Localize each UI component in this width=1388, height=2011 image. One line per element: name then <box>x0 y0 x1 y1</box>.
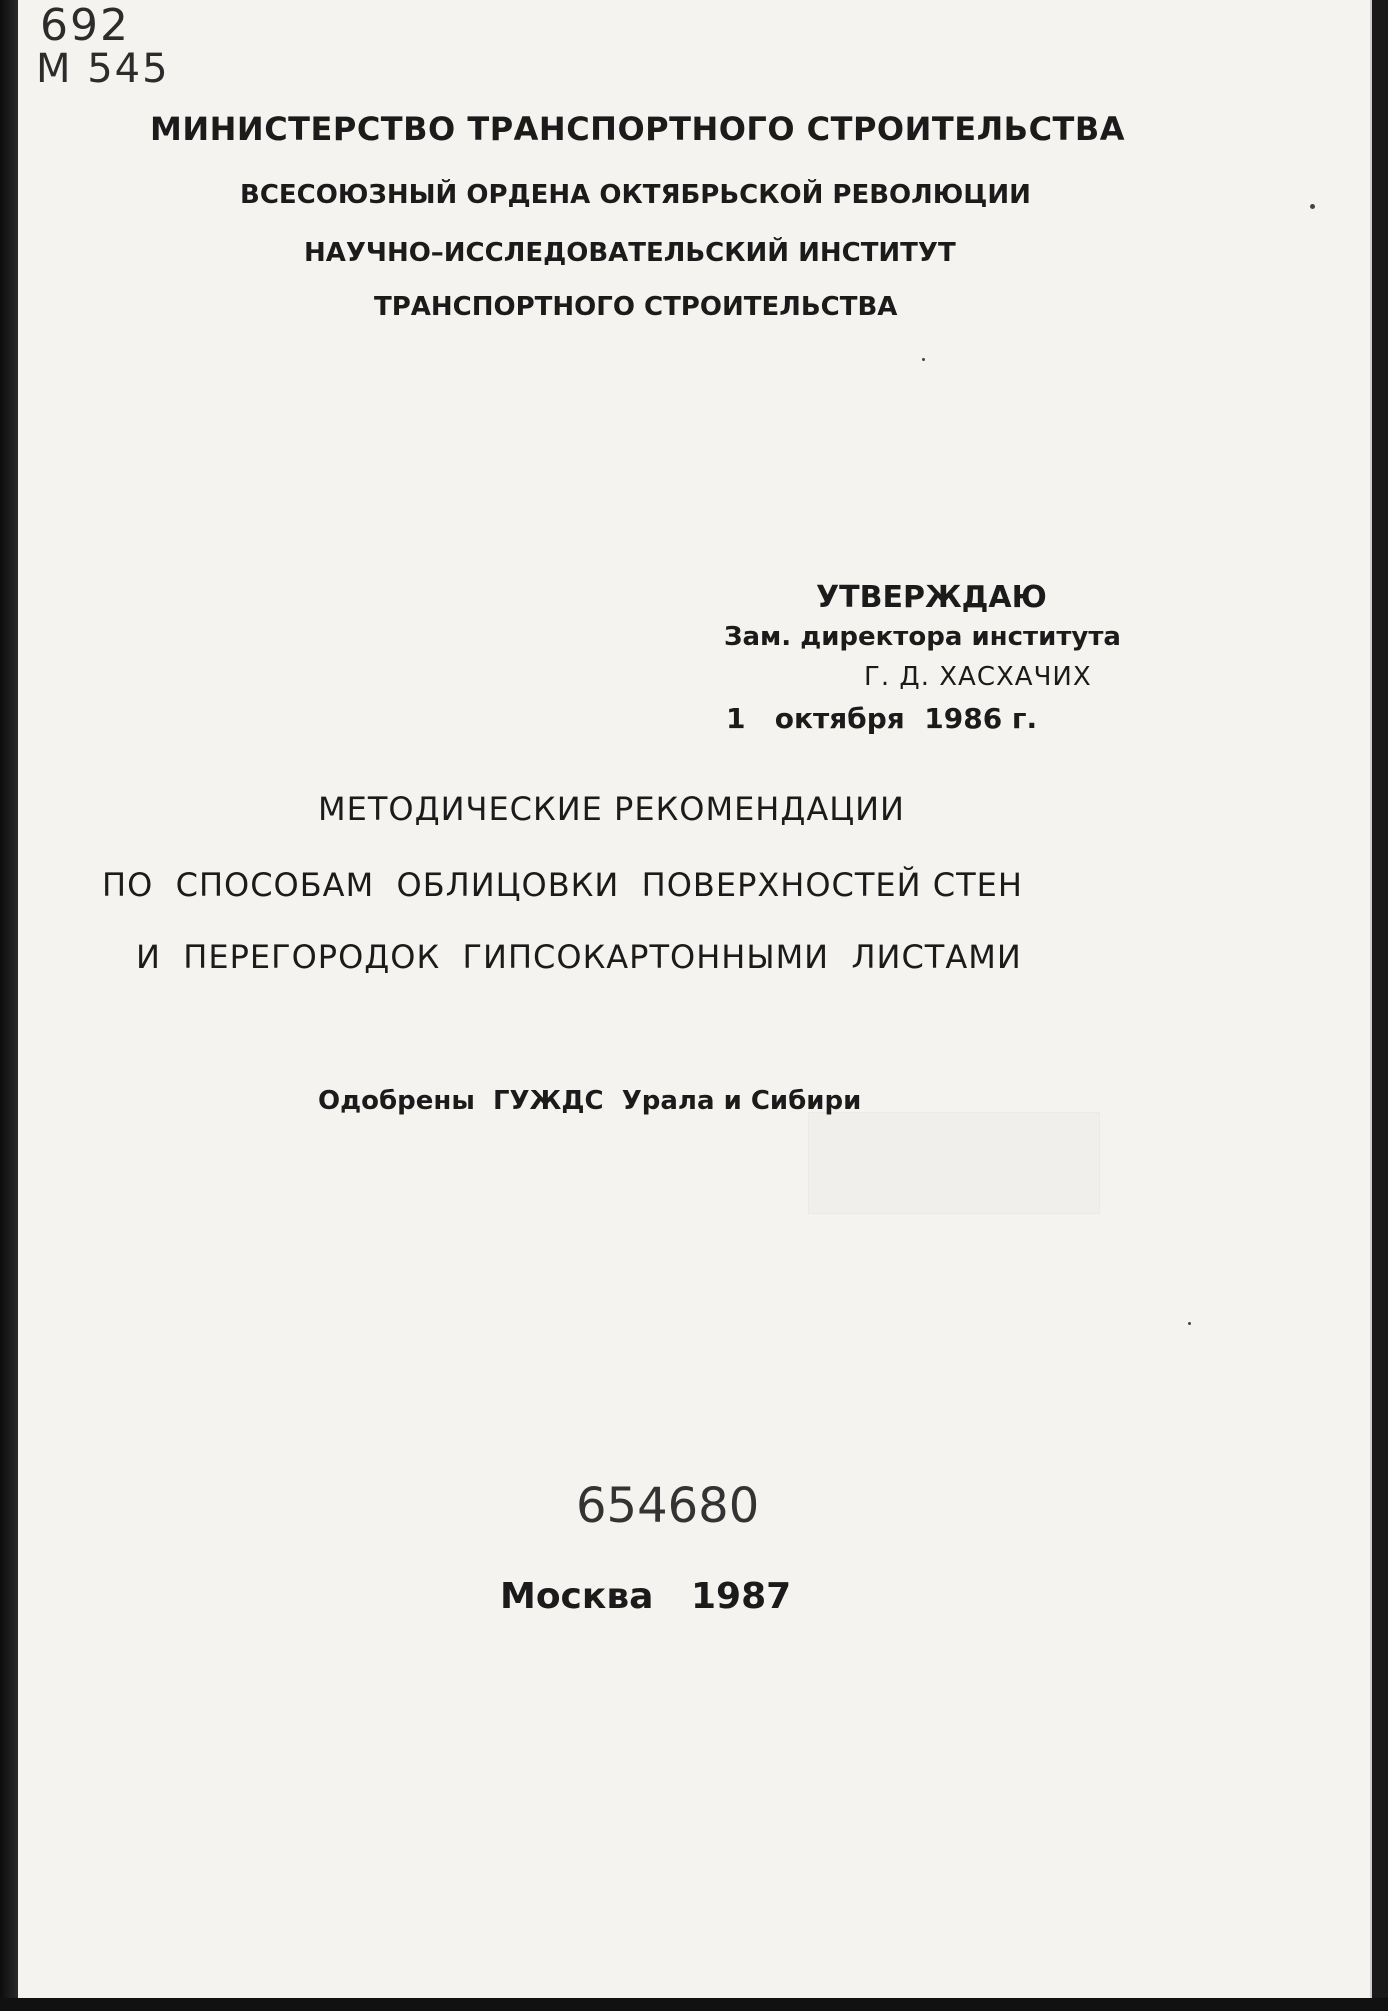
catalog-mark-line2: М 545 <box>36 46 170 92</box>
document-title-line-2: ПО СПОСОБАМ ОБЛИЦОВКИ ПОВЕРХНОСТЕЙ СТЕН <box>102 866 1023 904</box>
institute-line-1: ВСЕСОЮЗНЫЙ ОРДЕНА ОКТЯБРЬСКОЙ РЕВОЛЮЦИИ <box>240 180 1031 210</box>
document-page <box>18 0 1372 1998</box>
scan-border-left <box>0 0 18 2011</box>
approval-position: Зам. директора института <box>724 622 1121 652</box>
scan-speck <box>922 358 925 361</box>
approved-by-line: Одобрены ГУЖДС Урала и Сибири <box>318 1086 862 1116</box>
ministry-heading: МИНИСТЕРСТВО ТРАНСПОРТНОГО СТРОИТЕЛЬСТВА <box>150 110 1126 148</box>
document-title-line-3: И ПЕРЕГОРОДОК ГИПСОКАРТОННЫМИ ЛИСТАМИ <box>136 938 1022 976</box>
approval-date: 1 октября 1986 г. <box>726 702 1038 735</box>
institute-line-3: ТРАНСПОРТНОГО СТРОИТЕЛЬСТВА <box>374 292 898 322</box>
scan-speck <box>1188 1322 1191 1325</box>
institute-line-2: НАУЧНО–ИССЛЕДОВАТЕЛЬСКИЙ ИНСТИТУТ <box>304 238 956 268</box>
faint-stamp-area <box>808 1112 1100 1214</box>
approval-title: УТВЕРЖДАЮ <box>816 580 1047 615</box>
document-title-line-1: МЕТОДИЧЕСКИЕ РЕКОМЕНДАЦИИ <box>318 790 905 828</box>
approval-name: Г. Д. ХАСХАЧИХ <box>864 662 1092 692</box>
scan-speck <box>1310 204 1315 209</box>
scan-border-bottom <box>0 1998 1388 2011</box>
catalog-mark-line1: 692 <box>40 0 130 51</box>
imprint-city-year: Москва 1987 <box>500 1576 792 1617</box>
inventory-number: 654680 <box>576 1478 760 1534</box>
